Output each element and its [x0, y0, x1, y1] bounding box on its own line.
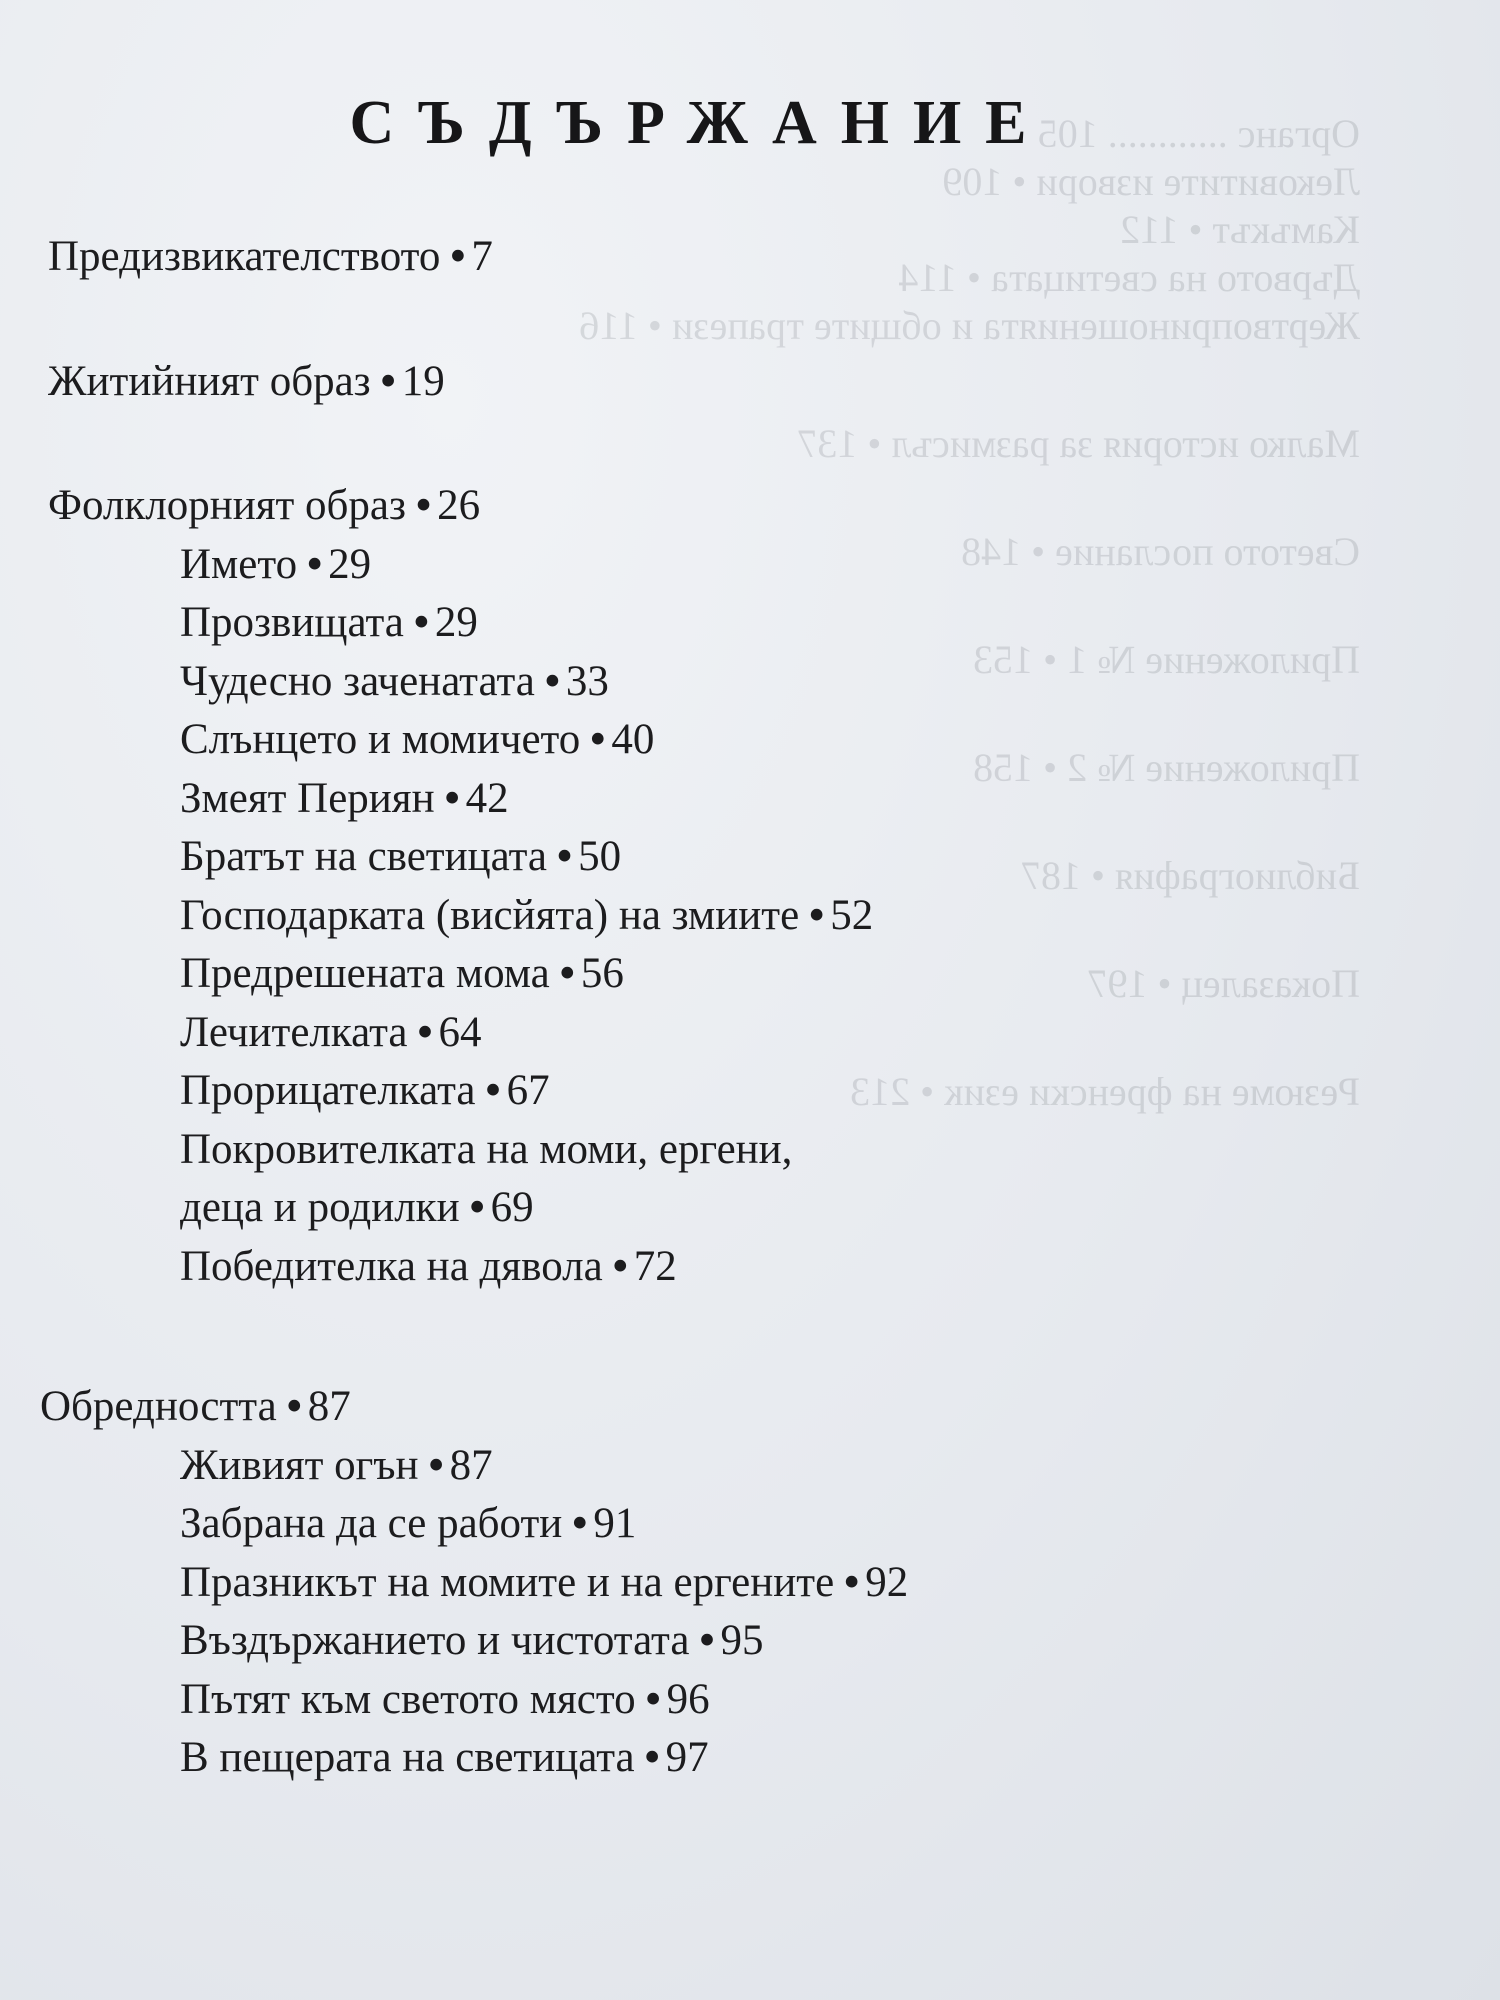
toc-section — [48, 228, 1420, 287]
toc-entry-title: Слънцето и момичето — [180, 716, 581, 763]
toc-entry-title: Чудесно заченатата — [180, 657, 535, 705]
bullet-separator: • — [645, 1675, 661, 1723]
toc-page-number: 40 — [611, 716, 655, 763]
toc-entry-title: В пещерата на светицата — [180, 1734, 635, 1781]
bullet-separator: • — [450, 233, 466, 280]
toc-subsection — [180, 1495, 1420, 1554]
toc-subsection — [180, 1121, 1420, 1180]
toc-entry-title: Лечителката — [180, 1008, 408, 1056]
bullet-separator: • — [809, 891, 825, 939]
toc-subsection — [180, 1062, 1420, 1121]
bullet-separator: • — [557, 833, 573, 880]
toc-subsection — [180, 1554, 1420, 1613]
toc-page-number: 29 — [328, 540, 372, 588]
toc-page-number: 72 — [633, 1242, 677, 1290]
toc-page-number: 19 — [401, 357, 445, 405]
toc-page-number: 96 — [666, 1675, 710, 1723]
toc-page-number: 33 — [565, 657, 609, 705]
bleed-through-text: Органс ............ 105 Лековитите извори • 109 Камъкът • 112 Дървото на светицата • 114 Жертвоприношенията и общите трапези • 116 Малко история за размисъл • 137 Светото послание • 148 Приложение № 1 • 153 Приложение № 2 • 158 Библиография • 187 Показалец • 197 Резюме на френски език • 213 — [579, 111, 1360, 1114]
toc-subsection — [180, 1004, 1420, 1063]
toc-subsection — [180, 945, 1420, 1004]
toc-page-number: 52 — [830, 891, 874, 939]
bullet-separator: • — [286, 1383, 302, 1430]
toc-subsection — [180, 1612, 1420, 1671]
page-title: СЪДЪРЖАНИЕ — [349, 89, 1051, 157]
toc-subsection — [180, 1437, 1420, 1496]
bullet-separator: • — [469, 1184, 485, 1231]
bullet-separator: • — [417, 1008, 433, 1056]
bullet-separator: • — [416, 482, 432, 529]
toc-entry-title: Фолклорният образ — [48, 482, 407, 529]
toc-entry-title: Празникът на момите и на ергените — [180, 1558, 835, 1606]
toc-page-number: 26 — [437, 482, 481, 529]
bullet-separator: • — [844, 1558, 860, 1606]
toc-entry-title-continuation: деца и родилки — [180, 1184, 460, 1231]
table-of-contents — [40, 228, 1420, 1788]
toc-subsection — [180, 770, 1420, 829]
toc-entry-title: Обредността — [40, 1383, 277, 1430]
toc-subsection — [180, 1671, 1420, 1730]
toc-subsection — [180, 653, 1420, 712]
toc-section — [48, 477, 1420, 536]
toc-subsection — [180, 828, 1420, 887]
toc-entry-title: Господарката (висйята) на змиите — [180, 891, 800, 939]
toc-entry-title: Предизвикателството — [48, 233, 441, 280]
toc-entry-title: Забрана да се работи — [180, 1500, 563, 1547]
toc-subsection — [180, 594, 1420, 653]
toc-entry-title: Прорицателката — [180, 1067, 476, 1114]
toc-page-number: 50 — [578, 833, 622, 880]
bullet-separator: • — [612, 1242, 628, 1290]
bullet-separator: • — [590, 716, 606, 763]
toc-page-number: 87 — [307, 1383, 351, 1430]
bullet-separator: • — [485, 1067, 501, 1114]
toc-subsection-continuation — [180, 1179, 1420, 1238]
bullet-separator: • — [380, 357, 396, 405]
toc-page-number: 42 — [465, 774, 509, 822]
toc-subsection — [180, 1729, 1420, 1788]
bullet-separator: • — [644, 1734, 660, 1781]
toc-page-number: 29 — [434, 599, 478, 646]
bullet-separator: • — [699, 1617, 715, 1664]
toc-page-number: 64 — [438, 1008, 482, 1056]
toc-page-number: 56 — [580, 950, 624, 997]
toc-subsection — [180, 536, 1420, 595]
bullet-separator: • — [413, 599, 429, 646]
toc-page-number: 92 — [865, 1558, 909, 1606]
toc-entry-title: Змеят Периян — [180, 774, 435, 822]
bullet-separator: • — [428, 1441, 444, 1489]
toc-entry-title: Живият огън — [180, 1441, 419, 1489]
toc-page-number: 69 — [490, 1184, 534, 1231]
toc-page-number: 7 — [471, 233, 493, 280]
toc-entry-title: Братът на светицата — [180, 833, 547, 880]
toc-entry-title: Предрешената мома — [180, 950, 550, 997]
bullet-separator: • — [307, 540, 323, 588]
bullet-separator: • — [544, 657, 560, 705]
toc-entry-title: Името — [180, 540, 298, 588]
toc-page-number: 95 — [720, 1617, 764, 1664]
toc-entry-title: Въздържанието и чистотата — [180, 1617, 690, 1664]
toc-section — [48, 353, 1420, 412]
toc-subsection — [180, 1238, 1420, 1297]
toc-entry-title: Пътят към светото място — [180, 1675, 636, 1723]
toc-entry-title: Житийният образ — [48, 357, 371, 405]
toc-page-number: 91 — [593, 1500, 637, 1547]
toc-page-number: 67 — [506, 1067, 550, 1114]
bullet-separator: • — [444, 774, 460, 822]
toc-subsection — [180, 887, 1420, 946]
toc-page-number: 97 — [665, 1734, 709, 1781]
bullet-separator: • — [572, 1500, 588, 1547]
toc-page-number: 87 — [449, 1441, 493, 1489]
bullet-separator: • — [559, 950, 575, 997]
toc-entry-title: Покровителката на моми, ергени, — [180, 1125, 793, 1173]
toc-subsection — [180, 711, 1420, 770]
toc-entry-title: Победителка на дявола — [180, 1242, 603, 1290]
toc-entry-title: Прозвищата — [180, 599, 404, 646]
toc-section — [40, 1378, 1420, 1437]
